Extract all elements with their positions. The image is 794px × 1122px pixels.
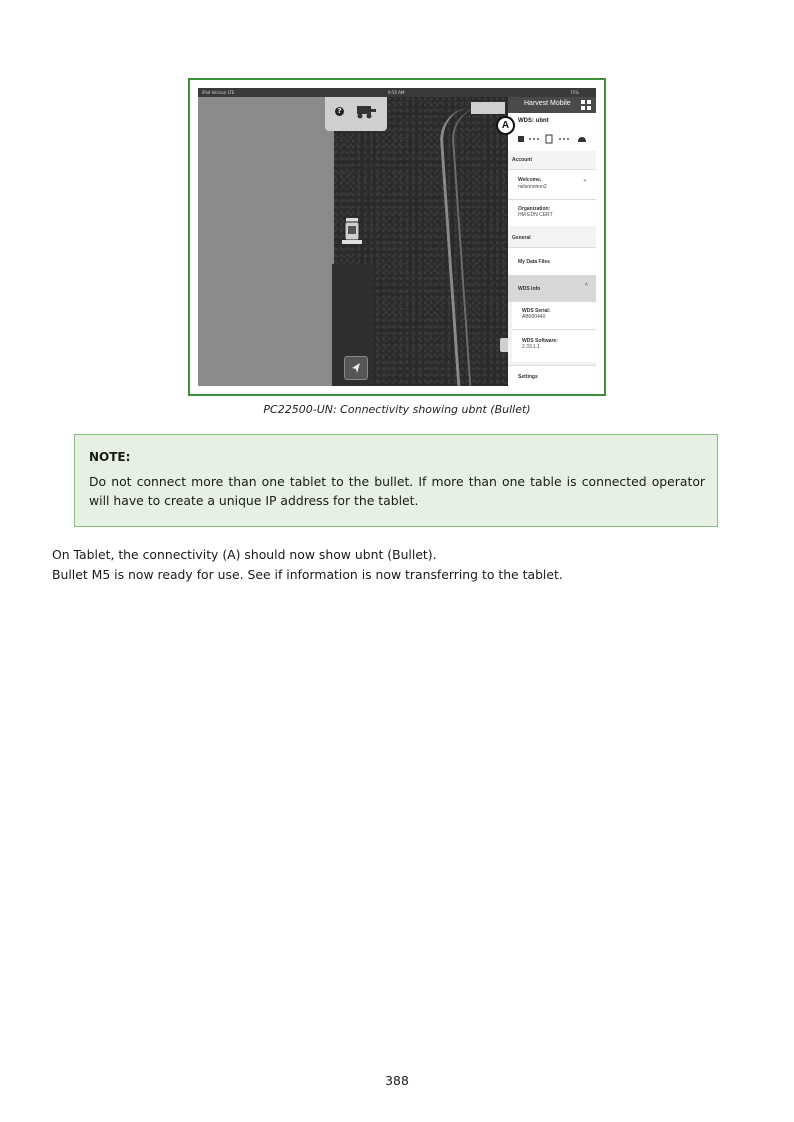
connectivity-status-icons — [518, 134, 594, 144]
organization-title: Organization: — [518, 206, 551, 212]
navigation-arrow-icon — [345, 357, 367, 379]
settings-label: Settings — [518, 374, 538, 380]
section-account: Account — [512, 157, 532, 163]
carrier-text: iPad Verizon LTE — [202, 90, 235, 95]
battery-text: 75% — [570, 90, 579, 95]
chevron-up-icon: ^ — [584, 283, 588, 290]
harvested-area — [198, 97, 334, 386]
welcome-title: Welcome, — [518, 177, 542, 183]
settings-side-panel — [501, 97, 596, 386]
organization-value: HM EDN CERT — [518, 212, 553, 218]
organization-row — [508, 199, 596, 226]
welcome-user: nelsonorion2 — [518, 184, 547, 190]
wds-info-label: WDS Info — [518, 286, 541, 292]
wds-software-row — [512, 329, 596, 362]
combine-icon[interactable] — [342, 218, 362, 248]
tablet-screenshot — [198, 88, 596, 386]
machine-widget[interactable] — [325, 97, 387, 131]
figure-frame — [188, 78, 606, 396]
wds-software-title: WDS Software: — [522, 338, 558, 344]
wds-serial-row — [512, 301, 596, 330]
status-bar — [198, 88, 596, 97]
welcome-row[interactable] — [508, 169, 596, 200]
help-icon[interactable]: ? — [335, 107, 344, 116]
instruction-line-2: Bullet M5 is now ready for use. See if information is now transferring to the tablet. — [52, 567, 563, 582]
note-box — [74, 434, 718, 527]
wds-info-row[interactable] — [508, 275, 596, 302]
machine-icon — [355, 103, 377, 119]
note-title: NOTE: — [89, 450, 131, 464]
app-title: Harvest Mobile — [524, 100, 571, 107]
page-number: 388 — [385, 1073, 409, 1088]
clock-text: 9:56 AM — [388, 90, 405, 95]
wds-serial-title: WDS Serial: — [522, 308, 551, 314]
connectivity-area — [501, 113, 596, 151]
wds-serial-value: AB000440 — [522, 314, 546, 320]
section-general: General — [512, 235, 531, 241]
note-text: Do not connect more than one tablet to the bullet. If more than one table is connected operator will have to create a unique IP address for the tablet. — [89, 474, 705, 508]
instruction-line-1: On Tablet, the connectivity (A) should now show ubnt (Bullet). — [52, 547, 437, 562]
figure-caption: PC22500-UN: Connectivity showing ubnt (Bullet) — [263, 403, 531, 416]
wds-software-value: 2.33.1.1 — [522, 344, 541, 350]
wds-connectivity-label: WDS: ubnt — [518, 118, 549, 124]
navigation-arrow-button[interactable] — [344, 356, 368, 380]
my-data-files-row[interactable] — [508, 247, 596, 276]
chevron-down-icon: ⌄ — [582, 176, 588, 183]
my-data-files-label: My Data Files — [518, 259, 550, 265]
panel-handle[interactable] — [500, 338, 508, 352]
settings-row[interactable] — [508, 365, 596, 386]
grid-menu-icon[interactable] — [581, 100, 591, 110]
layer-thumbnails[interactable] — [471, 102, 505, 114]
callout-a: A — [496, 116, 515, 135]
panel-header — [508, 97, 596, 113]
